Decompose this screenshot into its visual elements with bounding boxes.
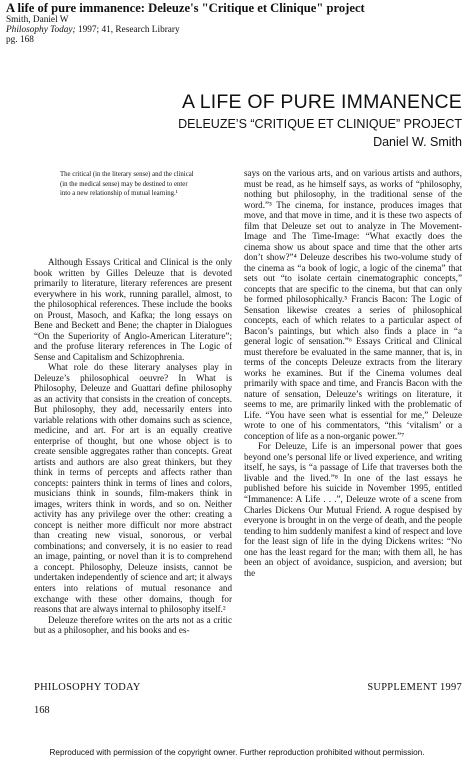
record-page: pg. 168: [6, 35, 34, 45]
body-column-right: [244, 168, 462, 578]
paragraph: Deleuze therefore writes on the arts not as a critic but as a philosopher, and his books and es-: [34, 614, 232, 636]
article-subtitle: DELEUZE’S “CRITIQUE ET CLINIQUE” PROJECT: [178, 117, 462, 131]
paragraph: What role do these literary analyses play in Deleuze’s philosophical oeuvre? In What is Philosophy, Deleuze and Guattari define philosophy as an activity that consists in the creation of concepts. But philosophy, they add, necessarily enters into variable relations with other domains such as science, medicine, and art. For art is an equally creative enterprise of thought, but one whose object is to create sensible aggregates rather than concepts. Great artists and authors are also great thinkers, but they think in terms of percepts and affects rather than concepts: painters think in terms of lines and colors, musicians think in sounds, film-makers think in images, writers think in words, and so on. Neither activity has any privilege over the other: creating a concept is neither more difficult nor more abstract than creating new visual, sonorous, or verbal combinations; and conversely, it is no easier to read an image, painting, or novel than it is to comprehend a concept. Philosophy, Deleuze insists, cannot be undertaken independently of science and art; it always enters into relations of mutual resonance and exchange with these other domains, though for reasons that are always internal to philosophy itself.²: [34, 362, 232, 615]
footer-journal: PHILOSOPHY TODAY: [34, 682, 141, 693]
reproduction-notice: Reproduced with permission of the copyright owner. Further reproduction prohibited without permission.: [49, 748, 425, 757]
paragraph: says on the various arts, and on various artists and authors, must be read, as he himself says, as works of “philosophy, nothing but philosophy, in the traditional sense of the word.”³ The cinema, for instance, produces images that move, and that move in time, and it is these two aspects of film that Deleuze set out to analyze in The Movement-Image and The Time-Image: “What exactly does the cinema show us about space and time that the other arts don’t show?”⁴ Deleuze describes his two-volume study of the cinema as “a book of logic, a logic of the cinema” that sets out “to isolate certain cinematographic concepts,” concepts that are specific to the cinema, but that can only be formed philosophically.⁵ Francis Bacon: The Logic of Sensation likewise creates a series of philosophical concepts, each of which relates to a particular aspect of Bacon’s paintings, but which also finds a place in “a general logic of sensation.”⁶ Essays Critical and Clinical must therefore be evaluated in the same manner, that is, in terms of the concepts Deleuze extracts from the literary works he examines. But if the Cinema volumes deal primarily with space and time, and Francis Bacon with the nature of sensation, Deleuze’s writings on literature, it seems to me, are primarily linked with the problematic of Life. “You have seen what is essential for me,” Deleuze wrote to one of his commentators, “this ‘vitalism’ or a conception of life as a non-organic power.”⁷: [244, 168, 462, 441]
record-author: Smith, Daniel W: [6, 15, 69, 25]
record-title: A life of pure immanence: Deleuze's "Critique et Clinique" project: [6, 1, 365, 15]
record-citation: [6, 25, 468, 35]
record-journal: Philosophy Today;: [6, 25, 76, 35]
paragraph: Although Essays Critical and Clinical is the only book written by Gilles Deleuze that is devoted primarily to literature, literary references are present everywhere in his work, running parallel, almost, to the philosophical references. These include the books on Proust, Masoch, and Kafka; the long essays on Bene and Beckett and Bene; the chapter in Dialogues “On the Superiority of Anglo-American Literature”; and the profuse literary references in The Logic of Sense and Capitalism and Schizophrenia.: [34, 257, 232, 362]
epigraph: The critical (in the literary sense) and the clinical (in the medical sense) may be destined to enter into a new relationship of mutual learning.¹: [60, 171, 194, 198]
footer-issue: SUPPLEMENT 1997: [367, 682, 462, 693]
record-volume: 1997; 41, Research Library: [75, 25, 180, 35]
page-number: 168: [34, 705, 50, 716]
body-column-left: [34, 257, 232, 636]
citation-header: [6, 2, 468, 45]
article-title: A LIFE OF PURE IMMANENCE: [181, 91, 462, 113]
article-author: Daniel W. Smith: [373, 135, 462, 149]
paragraph: For Deleuze, Life is an impersonal power that goes beyond one’s personal life or lived experience, and writing itself, he says, is “a passage of Life that traverses both the livable and the lived.”⁸ In one of the last essays he published before his suicide in November 1995, entitled “Immanence: A Life . . .”, Deleuze wrote of a scene from Charles Dickens Our Mutual Friend. A rogue despised by everyone is brought in on the verge of death, and the people tending to him suddenly manifest a kind of respect and love for the least sign of life in the dying Dickens writes: “No one has the least regard for the man; with them all, he has been an object of avoidance, suspicion, and aversion; but the: [244, 441, 463, 578]
